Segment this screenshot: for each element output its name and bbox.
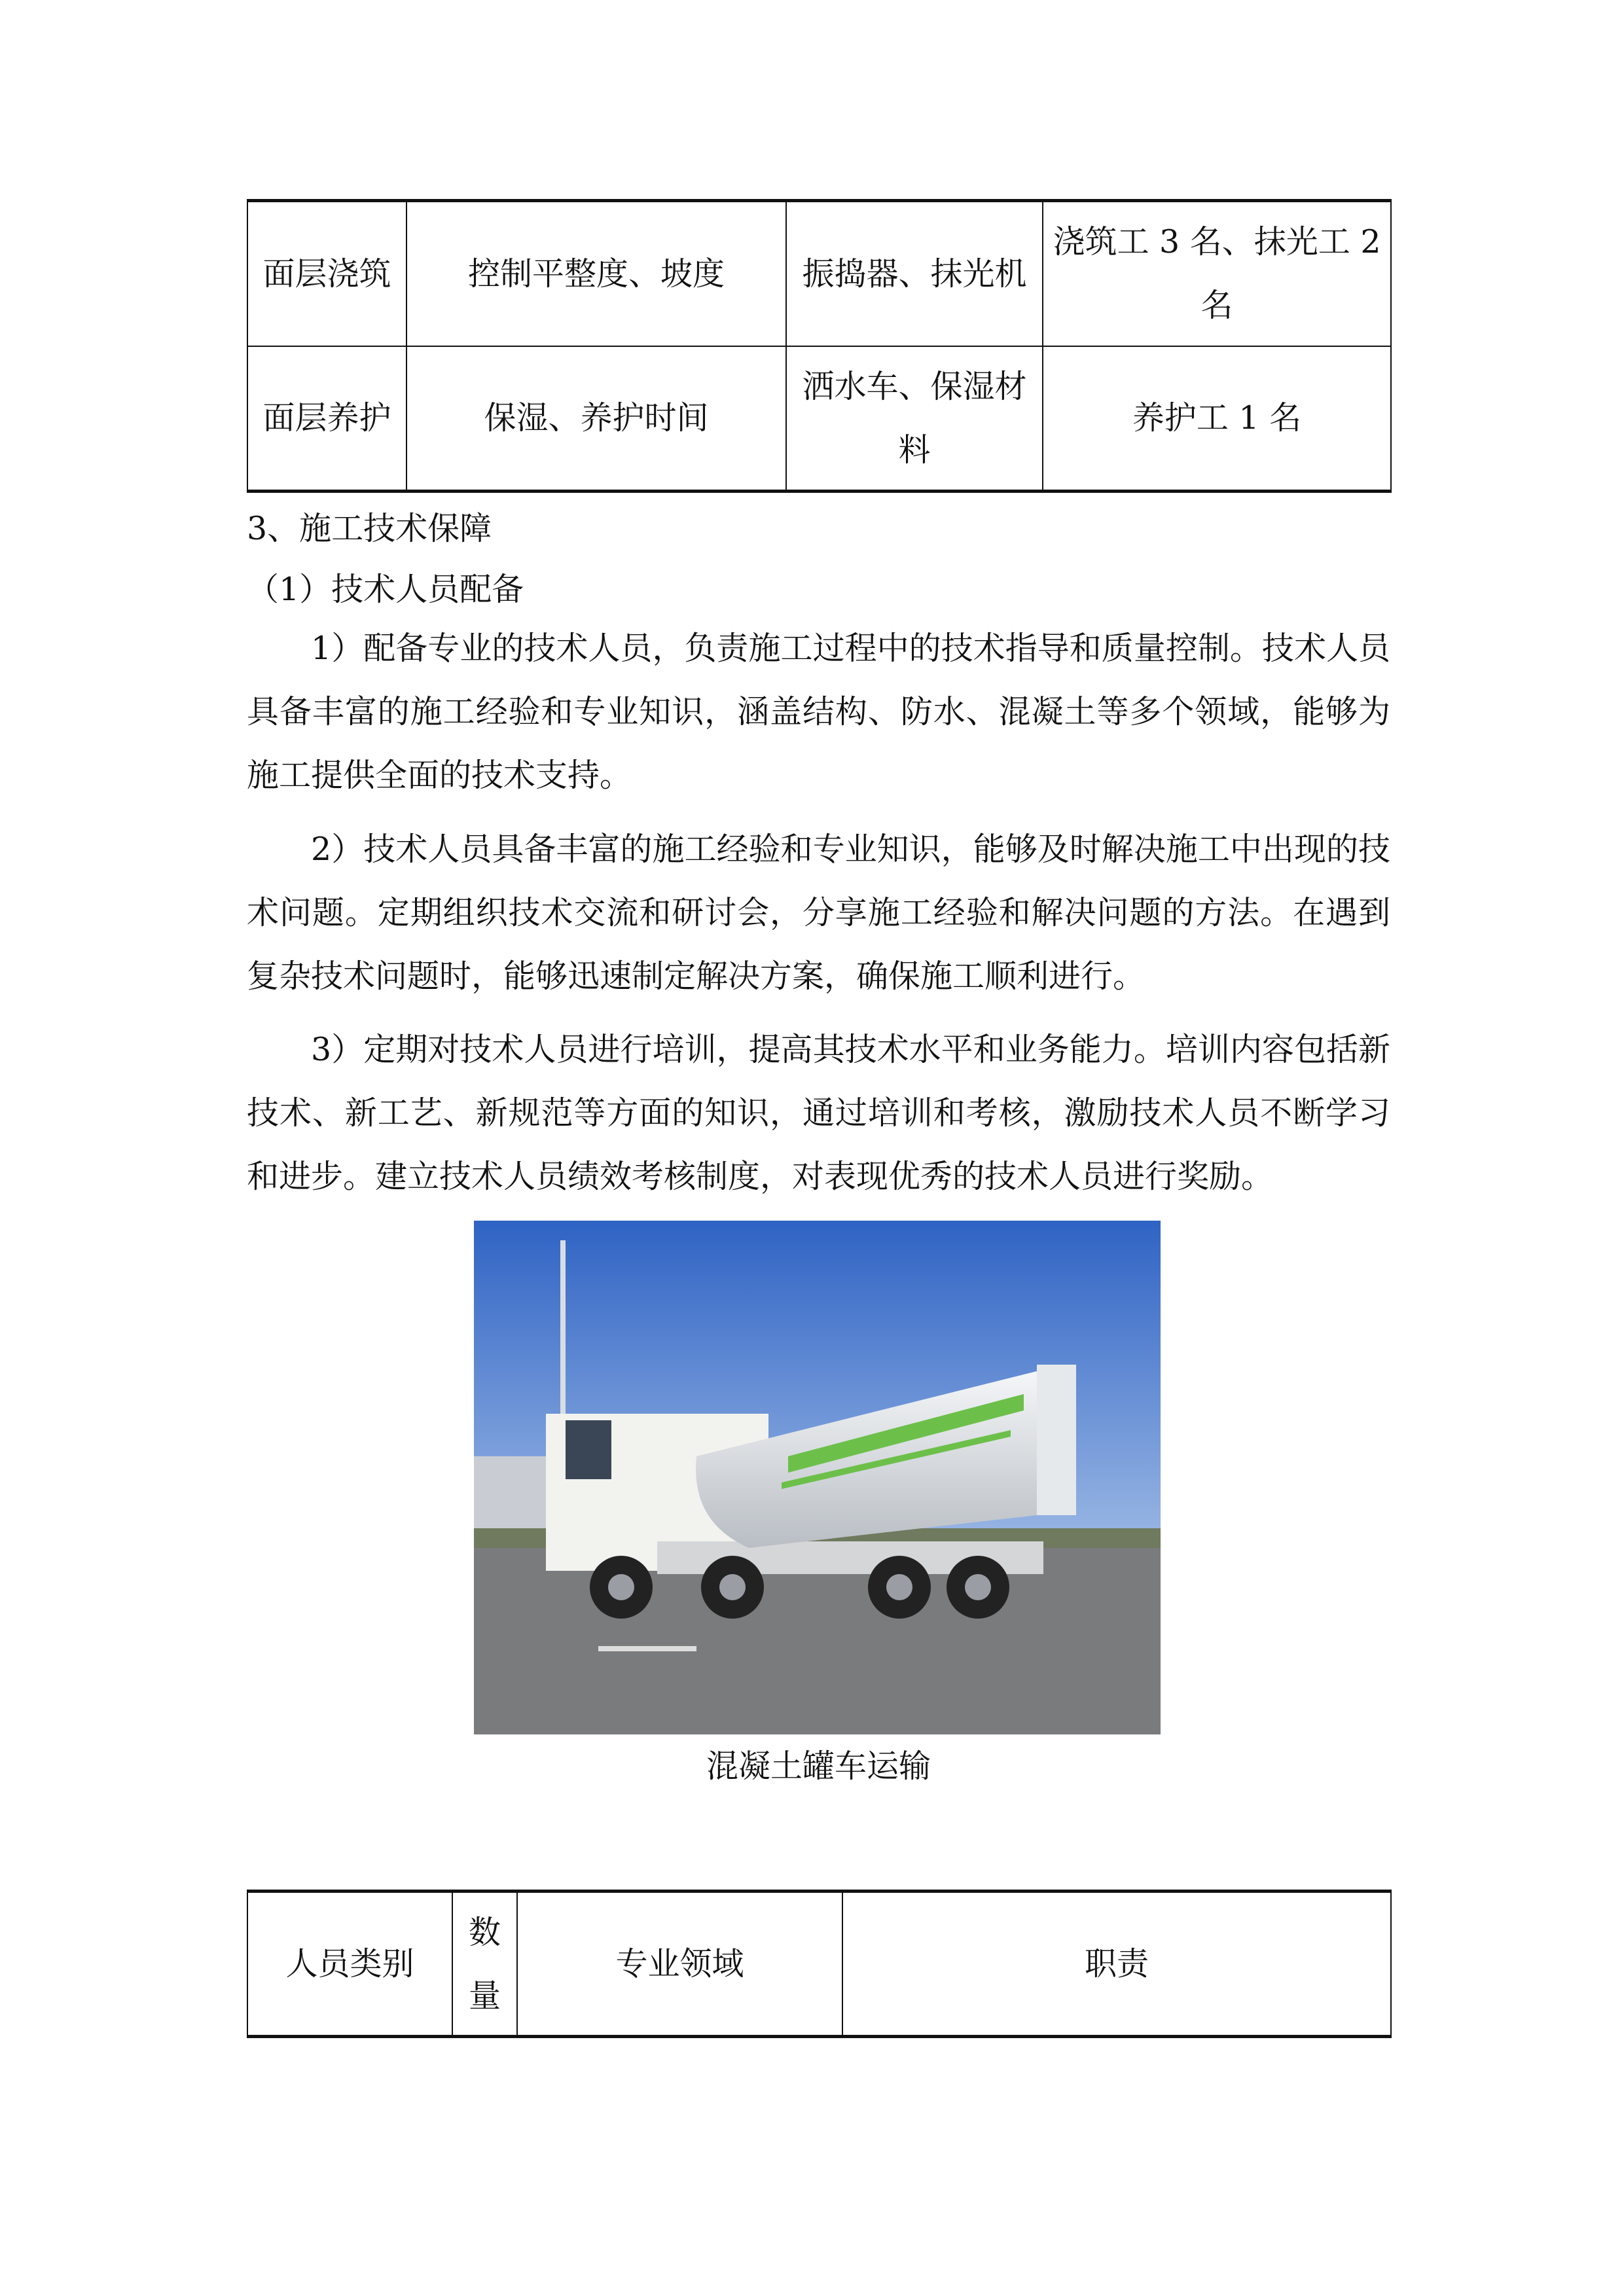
table-cell: 振捣器、抹光机 xyxy=(786,201,1043,346)
table-cell: 面层养护 xyxy=(247,346,406,492)
table-cell: 洒水车、保湿材料 xyxy=(786,346,1043,492)
table-header-row xyxy=(247,1892,1391,2037)
header-cell: 数量 xyxy=(452,1892,517,2037)
section-heading: 3、施工技术保障 xyxy=(247,510,492,547)
table-cell: 面层浇筑 xyxy=(247,201,406,346)
subsection-heading: （1）技术人员配备 xyxy=(247,571,524,608)
header-cell: 职责 xyxy=(842,1892,1391,2037)
header-cell: 人员类别 xyxy=(247,1892,452,2037)
paragraph-3: 3）定期对技术人员进行培训，提高其技术水平和业务能力。培训内容包括新技术、新工艺、新规范等方面的知识，通过培训和考核，激励技术人员不断学习和进步。建立技术人员绩效考核制度，对表现优秀的技术人员进行奖励。 xyxy=(247,1031,1390,1195)
figure-caption: 混凝土罐车运输 xyxy=(706,1748,931,1785)
construction-steps-table xyxy=(247,199,1392,493)
concrete-mixer-truck-photo xyxy=(474,1221,1161,1734)
table-cell: 控制平整度、坡度 xyxy=(406,201,786,346)
table-row xyxy=(247,346,1391,492)
table-row xyxy=(247,201,1391,346)
paragraph-2: 2）技术人员具备丰富的施工经验和专业知识，能够及时解决施工中出现的技术问题。定期组织技术交流和研讨会，分享施工经验和解决问题的方法。在遇到复杂技术问题时，能够迅速制定解决方案，确保施工顺利进行。 xyxy=(247,831,1390,995)
header-cell: 专业领域 xyxy=(517,1892,842,2037)
personnel-table xyxy=(247,1890,1392,2038)
table-cell: 浇筑工 3 名、抹光工 2 名 xyxy=(1043,201,1391,346)
table-cell: 保湿、养护时间 xyxy=(406,346,786,492)
table-cell: 养护工 1 名 xyxy=(1043,346,1391,492)
paragraph-1: 1）配备专业的技术人员，负责施工过程中的技术指导和质量控制。技术人员具备丰富的施工经验和专业知识，涵盖结构、防水、混凝土等多个领域，能够为施工提供全面的技术支持。 xyxy=(247,630,1390,794)
